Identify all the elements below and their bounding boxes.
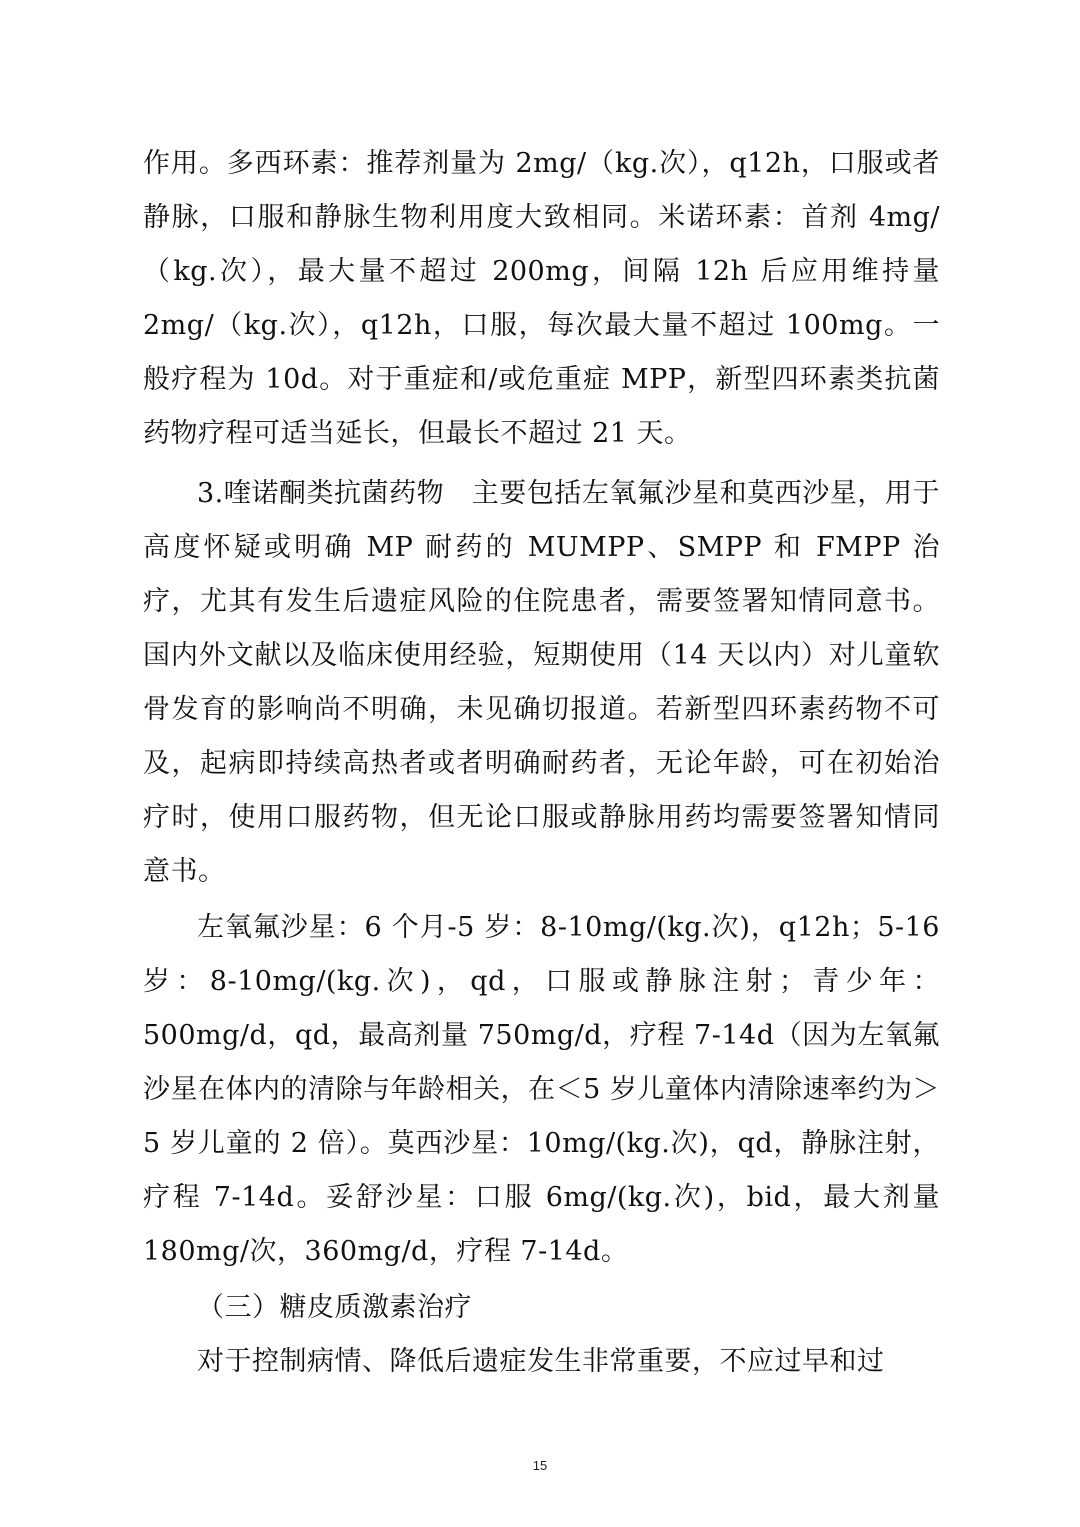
paragraph-glucocorticoid-intro: 对于控制病情、降低后遗症发生非常重要，不应过早和过 — [197, 1346, 885, 1377]
paragraph-quinolone-dosing: 左氧氟沙星：6 个月-5 岁：8-10mg/(kg.次)，q12h；5-16 岁：8-10mg/(kg.次)，qd，口服或静脉注射；青少年：500mg/d，qd，最高剂量 750mg/d，疗程 7-14d（因为左氧氟沙星在体内的清除与年龄相关，在＜5 岁儿童体内清除速率约为＞5 岁儿童的 2 倍）。莫西沙星：10mg/(kg.次)，qd，静脉注射，疗程 7-14d。妥舒沙星：口服 6mg/(kg.次)，bid，最大剂量 180mg/次，360mg/d，疗程 7-14d。 — [143, 912, 940, 1267]
paragraph-tetracycline-dosing: 作用。多西环素：推荐剂量为 2mg/（kg.次），q12h，口服或者静脉，口服和静脉生物利用度大致相同。米诺环素：首剂 4mg/（kg.次），最大量不超过 200mg，间隔 12h 后应用维持量 2mg/（kg.次），q12h，口服，每次最大量不超过 100mg。一般疗程为 10d。对于重症和/或危重症 MPP，新型四环素类抗菌药物疗程可适当延长，但最长不超过 21 天。 — [143, 148, 940, 449]
document-page — [143, 0, 940, 1527]
page-number: 15 — [532, 1458, 548, 1473]
paragraph-quinolone-antibiotics: 3.喹诺酮类抗菌药物 主要包括左氧氟沙星和莫西沙星，用于高度怀疑或明确 MP 耐药的 MUMPP、SMPP 和 FMPP 治疗，尤其有发生后遗症风险的住院患者，需要签署知情同意书。国内外文献以及临床使用经验，短期使用（14 天以内）对儿童软骨发育的影响尚不明确，未见确切报道。若新型四环素药物不可及，起病即持续高热者或者明确耐药者，无论年龄，可在初始治疗时，使用口服药物，但无论口服或静脉用药均需要签署知情同意书。 — [143, 478, 940, 887]
section-heading-glucocorticoid: （三）糖皮质激素治疗 — [197, 1292, 472, 1323]
